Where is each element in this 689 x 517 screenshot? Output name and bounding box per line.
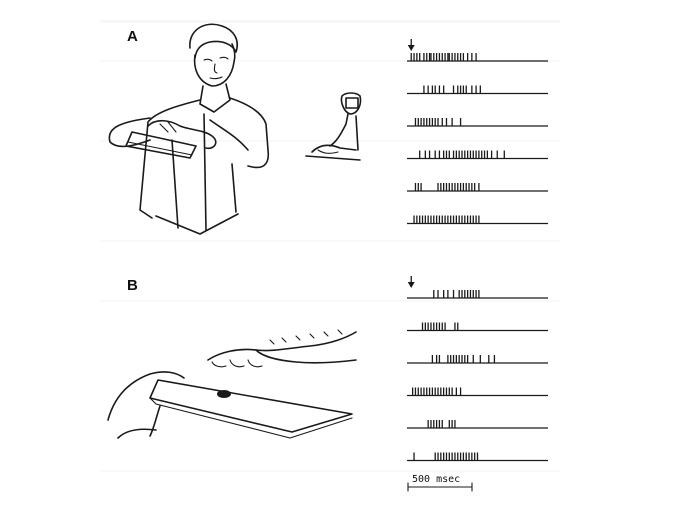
panel-b-label: B [127,277,138,294]
monkey-drawing [306,93,361,160]
panel-a-stimulus-arrow-head [408,45,415,51]
background-text-ghost [100,20,560,472]
spike-raster-panel-a [407,39,548,224]
hand-and-board-drawing [108,330,356,438]
panel-a-label: A [127,28,138,45]
experimenter-drawing [109,24,268,234]
panel-b-stimulus-arrow-head [408,282,415,288]
spike-raster-panel-b [407,276,548,461]
scale-bar-label: 500 msec [412,474,461,485]
